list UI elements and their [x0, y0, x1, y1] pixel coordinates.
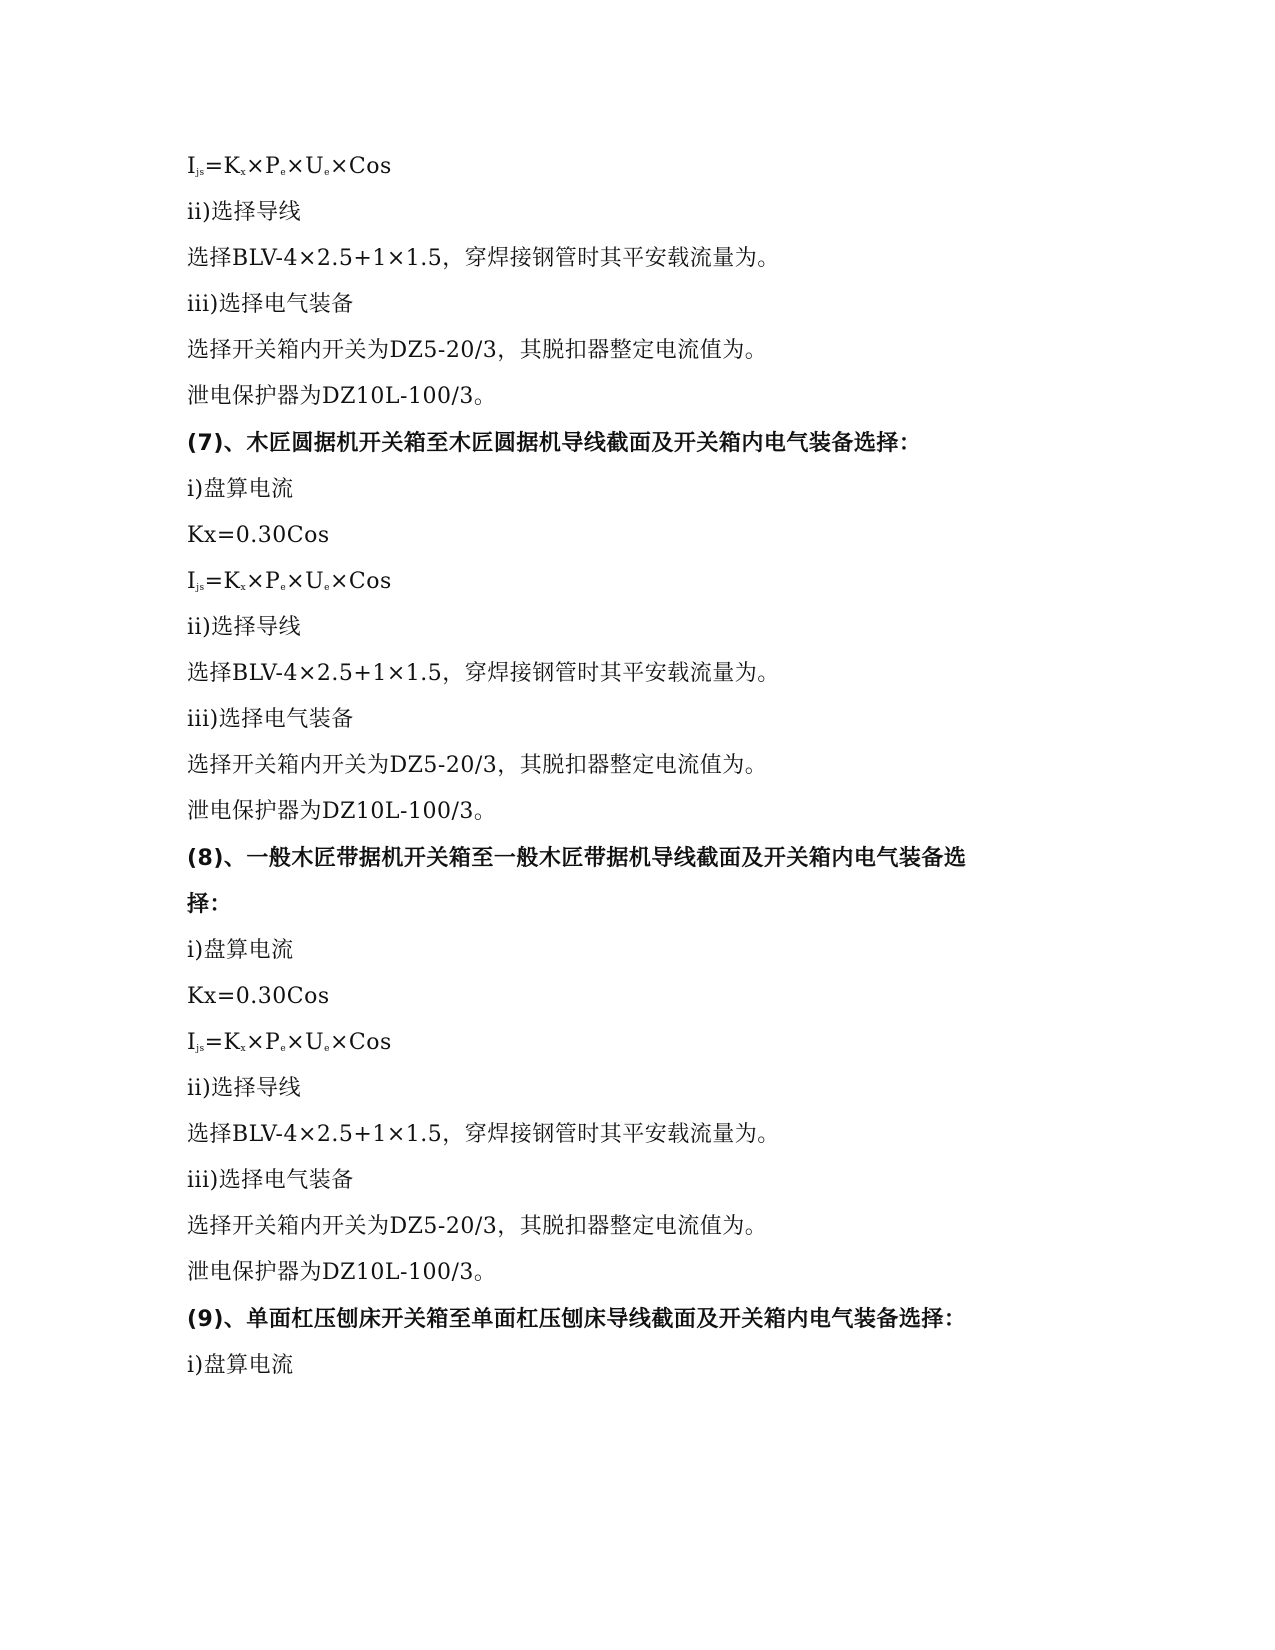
- section-heading: (8)、一般木匠带据机开关箱至一般木匠带据机导线截面及开关箱内电气装备选: [187, 846, 967, 871]
- formula-sub-e: e: [324, 583, 330, 593]
- paragraph-line: iii)选择电气装备: [187, 707, 354, 732]
- paragraph-line: i)盘算电流: [187, 1353, 294, 1378]
- formula-sub-js: js: [196, 1044, 205, 1054]
- formula-sub-js: js: [196, 168, 205, 178]
- paragraph-line: ii)选择导线: [187, 200, 302, 225]
- formula-times-cos: ×Cos: [329, 569, 392, 594]
- section-heading-continuation: 择：: [187, 892, 233, 917]
- formula-sub-js: js: [196, 583, 205, 593]
- paragraph-line: iii)选择电气装备: [187, 1168, 354, 1193]
- paragraph-line: ii)选择导线: [187, 615, 302, 640]
- paragraph-line: 选择开关箱内开关为DZ5-20/3，其脱扣器整定电流值为。: [187, 753, 768, 778]
- section-heading: (7)、木匠圆据机开关箱至木匠圆据机导线截面及开关箱内电气装备选择：: [187, 431, 922, 456]
- formula-sub-x: x: [240, 583, 247, 593]
- formula-eq-k: =K: [204, 1030, 241, 1055]
- paragraph-line: Kx=0.30Cos: [187, 984, 330, 1009]
- formula-times-p: ×P: [246, 569, 281, 594]
- paragraph-line: 泄电保护器为DZ10L-100/3。: [187, 1260, 497, 1285]
- formula-times-p: ×P: [246, 1030, 281, 1055]
- formula-sub-e: e: [280, 168, 287, 178]
- paragraph-line: 选择开关箱内开关为DZ5-20/3，其脱扣器整定电流值为。: [187, 1214, 768, 1239]
- formula-sub-e: e: [324, 1044, 330, 1054]
- formula-line: [187, 152, 392, 182]
- paragraph-line: 选择BLV-4×2.5+1×1.5，穿焊接钢管时其平安载流量为。: [187, 661, 780, 686]
- formula-sub-e: e: [280, 583, 287, 593]
- formula-times-p: ×P: [246, 154, 281, 179]
- section-heading: (9)、单面杠压刨床开关箱至单面杠压刨床导线截面及开关箱内电气装备选择：: [187, 1307, 967, 1332]
- paragraph-line: 选择BLV-4×2.5+1×1.5，穿焊接钢管时其平安载流量为。: [187, 246, 780, 271]
- paragraph-line: 泄电保护器为DZ10L-100/3。: [187, 384, 497, 409]
- paragraph-line: i)盘算电流: [187, 477, 294, 502]
- formula-i: I: [187, 1030, 197, 1055]
- paragraph-line: iii)选择电气装备: [187, 292, 354, 317]
- formula-sub-e: e: [324, 168, 330, 178]
- formula-line: [187, 567, 392, 597]
- formula-times-cos: ×Cos: [329, 154, 392, 179]
- formula-sub-x: x: [240, 1044, 247, 1054]
- paragraph-line: ii)选择导线: [187, 1076, 302, 1101]
- paragraph-line: Kx=0.30Cos: [187, 523, 330, 548]
- formula-sub-e: e: [280, 1044, 287, 1054]
- formula-i: I: [187, 154, 197, 179]
- paragraph-line: i)盘算电流: [187, 938, 294, 963]
- paragraph-line: 泄电保护器为DZ10L-100/3。: [187, 799, 497, 824]
- formula-sub-x: x: [240, 168, 247, 178]
- formula-times-u: ×U: [286, 154, 325, 179]
- paragraph-line: 选择BLV-4×2.5+1×1.5，穿焊接钢管时其平安载流量为。: [187, 1122, 780, 1147]
- formula-times-cos: ×Cos: [329, 1030, 392, 1055]
- formula-times-u: ×U: [286, 569, 325, 594]
- paragraph-line: 选择开关箱内开关为DZ5-20/3，其脱扣器整定电流值为。: [187, 338, 768, 363]
- formula-eq-k: =K: [204, 154, 241, 179]
- formula-line: [187, 1028, 392, 1058]
- formula-i: I: [187, 569, 197, 594]
- formula-times-u: ×U: [286, 1030, 325, 1055]
- formula-eq-k: =K: [204, 569, 241, 594]
